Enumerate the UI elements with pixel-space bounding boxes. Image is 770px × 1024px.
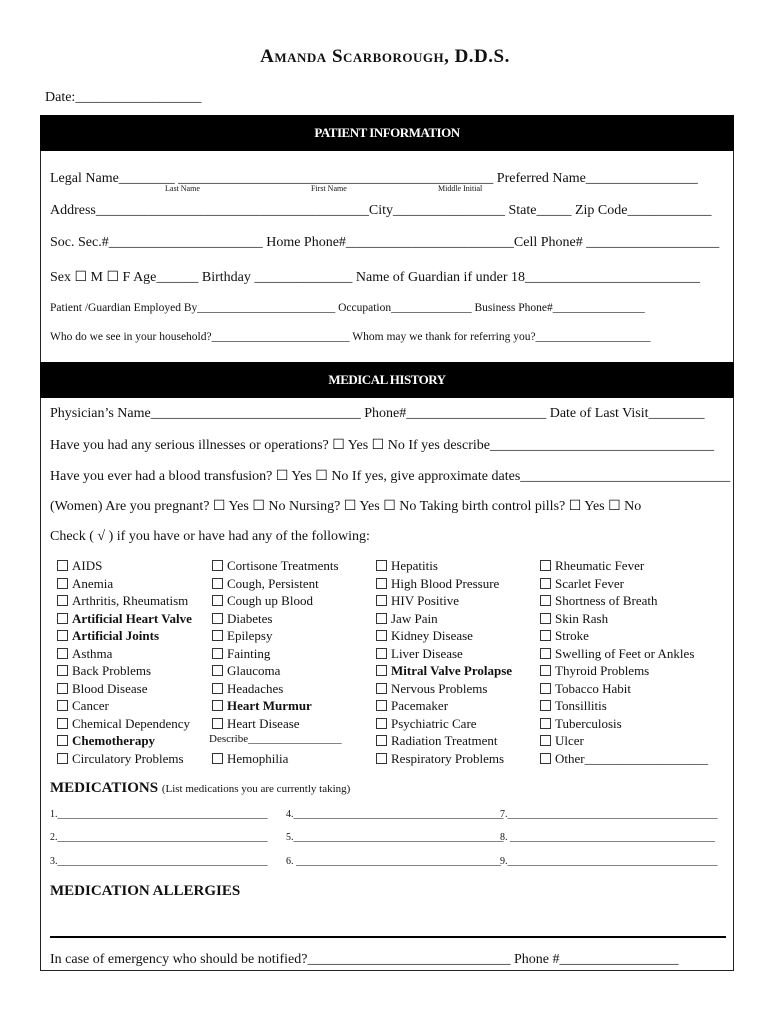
checkbox[interactable] bbox=[212, 683, 223, 694]
condition-item[interactable] bbox=[57, 751, 184, 767]
condition-item[interactable] bbox=[209, 733, 342, 745]
address-field[interactable]: Address_______________________________________City________________ State_____ Zip Code____________ bbox=[50, 203, 712, 218]
condition-item[interactable] bbox=[376, 716, 477, 732]
condition-item[interactable] bbox=[57, 646, 112, 662]
checkbox[interactable] bbox=[212, 613, 223, 624]
condition-item[interactable] bbox=[540, 611, 608, 627]
checkbox[interactable] bbox=[212, 718, 223, 729]
condition-label: Psychiatric Care bbox=[391, 715, 477, 731]
condition-label: Other___________________ bbox=[555, 750, 709, 766]
checkbox[interactable] bbox=[540, 595, 551, 606]
condition-label: Artificial Heart Valve bbox=[72, 610, 192, 626]
condition-label: Kidney Disease bbox=[391, 628, 473, 643]
condition-item[interactable] bbox=[212, 751, 288, 767]
condition-item[interactable] bbox=[540, 628, 589, 644]
checkbox[interactable] bbox=[57, 753, 68, 764]
medication-line[interactable]: 1.__________________________________________ bbox=[50, 809, 268, 820]
medical-history-bar: MEDICAL HISTORY bbox=[40, 362, 734, 398]
checkbox[interactable] bbox=[540, 735, 551, 746]
condition-label: Diabetes bbox=[227, 610, 273, 626]
medications-subtitle: (List medications you are currently taking) bbox=[161, 783, 351, 795]
checkbox[interactable] bbox=[376, 578, 387, 589]
last-name-caption: Last Name bbox=[165, 184, 200, 193]
condition-label: Tuberculosis bbox=[555, 715, 622, 731]
condition-item[interactable] bbox=[540, 593, 658, 609]
condition-label: Jaw Pain bbox=[391, 610, 438, 626]
condition-label: Stroke bbox=[555, 628, 589, 643]
checkbox[interactable] bbox=[212, 700, 223, 711]
checkbox[interactable] bbox=[540, 753, 551, 764]
condition-item[interactable] bbox=[212, 628, 273, 644]
checkbox[interactable] bbox=[57, 665, 68, 676]
checkbox[interactable] bbox=[57, 578, 68, 589]
checkbox[interactable] bbox=[376, 648, 387, 659]
condition-label: Rheumatic Fever bbox=[555, 558, 645, 573]
condition-label: Swelling of Feet or Ankles bbox=[555, 645, 695, 661]
condition-item[interactable] bbox=[57, 733, 155, 749]
condition-label: Skin Rash bbox=[555, 610, 609, 626]
condition-label: Circulatory Problems bbox=[72, 750, 184, 766]
condition-label: High Blood Pressure bbox=[391, 575, 500, 591]
checkbox[interactable] bbox=[376, 683, 387, 694]
condition-label: Cough up Blood bbox=[227, 593, 313, 608]
checkbox[interactable] bbox=[212, 560, 223, 571]
condition-item[interactable] bbox=[212, 663, 280, 679]
legal-name-field[interactable]: Legal Name________ _____________________________________________ Preferred Name________________ bbox=[50, 171, 698, 186]
physician-field[interactable]: Physician’s Name______________________________ Phone#____________________ Date of Last Visit________ bbox=[50, 406, 705, 421]
checkbox[interactable] bbox=[376, 665, 387, 676]
condition-label: Ulcer bbox=[555, 733, 584, 748]
condition-item[interactable] bbox=[540, 751, 708, 767]
checkbox[interactable] bbox=[540, 630, 551, 641]
household-field[interactable]: Who do we see in your household?________________________ Whom may we thank for referring you?____________________ bbox=[50, 331, 651, 343]
condition-item[interactable] bbox=[376, 646, 463, 662]
checkbox[interactable] bbox=[57, 613, 68, 624]
condition-label: Tonsillitis bbox=[555, 698, 607, 713]
condition-label: HIV Positive bbox=[391, 593, 460, 608]
checkbox[interactable] bbox=[57, 700, 68, 711]
condition-label: Liver Disease bbox=[391, 645, 463, 661]
condition-item[interactable] bbox=[540, 576, 624, 592]
condition-label: Fainting bbox=[227, 645, 271, 661]
condition-label: Thyroid Problems bbox=[555, 663, 650, 678]
condition-label: Heart Disease bbox=[227, 715, 300, 731]
condition-item[interactable] bbox=[57, 611, 192, 627]
condition-item[interactable] bbox=[540, 663, 649, 679]
checkbox[interactable] bbox=[57, 683, 68, 694]
condition-label: Heart Murmur bbox=[227, 698, 312, 713]
condition-item[interactable] bbox=[212, 681, 283, 697]
checkbox[interactable] bbox=[57, 560, 68, 571]
checkbox[interactable] bbox=[540, 613, 551, 624]
condition-label: Cough, Persistent bbox=[227, 575, 319, 591]
condition-item[interactable] bbox=[376, 733, 498, 749]
condition-label: Epilepsy bbox=[227, 628, 273, 643]
condition-item[interactable] bbox=[212, 558, 339, 574]
condition-label: Scarlet Fever bbox=[555, 575, 624, 591]
condition-label: Chemical Dependency bbox=[72, 715, 191, 731]
condition-item[interactable] bbox=[540, 733, 584, 749]
condition-item[interactable] bbox=[57, 716, 190, 732]
allergies-title: MEDICATION ALLERGIES bbox=[50, 883, 241, 899]
condition-label: AIDS bbox=[72, 558, 103, 573]
condition-item[interactable] bbox=[212, 576, 319, 592]
checkbox[interactable] bbox=[57, 595, 68, 606]
checkbox[interactable] bbox=[376, 753, 387, 764]
condition-label: Hepatitis bbox=[391, 558, 438, 573]
condition-item[interactable] bbox=[540, 646, 694, 662]
condition-label: Headaches bbox=[227, 680, 284, 696]
checkbox[interactable] bbox=[57, 735, 68, 746]
condition-label: Cortisone Treatments bbox=[227, 558, 339, 573]
medication-line[interactable]: 9.__________________________________________ bbox=[500, 856, 718, 867]
condition-label: Hemophilia bbox=[227, 750, 289, 766]
medications-title: MEDICATIONS (List medications you are currently taking) bbox=[50, 780, 351, 796]
medication-line[interactable]: 6. _________________________________________ bbox=[286, 856, 501, 867]
checkbox[interactable] bbox=[540, 665, 551, 676]
condition-item[interactable] bbox=[540, 716, 622, 732]
checkbox[interactable] bbox=[540, 718, 551, 729]
checkbox[interactable] bbox=[540, 683, 551, 694]
checkbox[interactable] bbox=[57, 630, 68, 641]
condition-item[interactable] bbox=[212, 646, 270, 662]
condition-item[interactable] bbox=[57, 698, 109, 714]
pregnancy-question[interactable]: (Women) Are you pregnant? ☐ Yes ☐ No Nursing? ☐ Yes ☐ No Taking birth control pills? ☐ Yes ☐ No bbox=[50, 499, 642, 514]
checkbox[interactable] bbox=[376, 735, 387, 746]
checkbox[interactable] bbox=[540, 578, 551, 589]
condition-item[interactable] bbox=[212, 716, 300, 732]
checkbox[interactable] bbox=[212, 753, 223, 764]
condition-label: Glaucoma bbox=[227, 663, 281, 678]
medication-line[interactable]: 3.__________________________________________ bbox=[50, 856, 268, 867]
patient-info-bar: PATIENT INFORMATION bbox=[40, 115, 734, 151]
condition-item[interactable] bbox=[376, 681, 487, 697]
medication-line[interactable]: 5.__________________________________________ bbox=[286, 832, 504, 843]
condition-label: Tobacco Habit bbox=[555, 680, 631, 696]
date-field[interactable]: Date:__________________ bbox=[45, 90, 202, 105]
transfusion-question[interactable]: Have you ever had a blood transfusion? ☐ Yes ☐ No If yes, give approximate dates______________________________ bbox=[50, 469, 731, 484]
check-instructions: Check ( √ ) if you have or have had any of the following: bbox=[50, 529, 370, 544]
condition-label: Pacemaker bbox=[391, 698, 449, 713]
condition-item[interactable] bbox=[57, 558, 102, 574]
checkbox[interactable] bbox=[540, 560, 551, 571]
condition-label: Shortness of Breath bbox=[555, 593, 658, 608]
condition-item[interactable] bbox=[57, 663, 151, 679]
condition-item[interactable] bbox=[540, 558, 644, 574]
checkbox[interactable] bbox=[540, 700, 551, 711]
checkbox[interactable] bbox=[212, 648, 223, 659]
condition-item[interactable] bbox=[376, 663, 512, 679]
condition-item[interactable] bbox=[57, 628, 159, 644]
condition-label: Nervous Problems bbox=[391, 680, 488, 696]
checkbox[interactable] bbox=[540, 648, 551, 659]
divider bbox=[50, 936, 726, 938]
condition-label: Back Problems bbox=[72, 663, 152, 678]
condition-label: Mitral Valve Prolapse bbox=[391, 663, 513, 678]
condition-label: Anemia bbox=[72, 575, 114, 591]
checkbox[interactable] bbox=[212, 595, 223, 606]
checkbox[interactable] bbox=[376, 718, 387, 729]
condition-item[interactable] bbox=[540, 681, 631, 697]
condition-item[interactable] bbox=[212, 593, 313, 609]
medication-line[interactable]: 4.__________________________________________ bbox=[286, 809, 504, 820]
condition-label: Radiation Treatment bbox=[391, 733, 498, 748]
condition-item[interactable] bbox=[376, 593, 459, 609]
condition-item[interactable] bbox=[376, 558, 438, 574]
medication-line[interactable]: 7.__________________________________________ bbox=[500, 809, 718, 820]
condition-item[interactable] bbox=[376, 751, 504, 767]
condition-item[interactable] bbox=[57, 593, 188, 609]
emergency-contact-field[interactable]: In case of emergency who should be notified?_____________________________ Phone #_________________ bbox=[50, 952, 679, 967]
condition-item[interactable] bbox=[57, 681, 147, 697]
employer-field[interactable]: Patient /Guardian Employed By________________________ Occupation______________ Business Phone#________________ bbox=[50, 302, 645, 314]
sex-age-field[interactable]: Sex ☐ M ☐ F Age______ Birthday ______________ Name of Guardian if under 18_________________________ bbox=[50, 270, 700, 285]
page-title: Amanda Scarborough, D.D.S. bbox=[260, 46, 510, 67]
illness-question[interactable]: Have you had any serious illnesses or operations? ☐ Yes ☐ No If yes describe________________________________ bbox=[50, 438, 714, 453]
condition-label: Artificial Joints bbox=[72, 628, 160, 643]
checkbox[interactable] bbox=[376, 560, 387, 571]
condition-label: Describe_________________ bbox=[209, 733, 342, 745]
ssn-phone-field[interactable]: Soc. Sec.#______________________ Home Phone#________________________Cell Phone# ___________________ bbox=[50, 235, 720, 250]
condition-item[interactable] bbox=[57, 576, 113, 592]
checkbox[interactable] bbox=[212, 578, 223, 589]
condition-item[interactable] bbox=[212, 611, 272, 627]
condition-label: Cancer bbox=[72, 698, 109, 713]
first-name-caption: First Name bbox=[311, 184, 347, 193]
checkbox[interactable] bbox=[376, 613, 387, 624]
condition-item[interactable] bbox=[376, 576, 499, 592]
checkbox[interactable] bbox=[212, 665, 223, 676]
checkbox[interactable] bbox=[376, 595, 387, 606]
checkbox[interactable] bbox=[376, 630, 387, 641]
condition-label: Arthritis, Rheumatism bbox=[72, 593, 189, 608]
condition-item[interactable] bbox=[212, 698, 312, 714]
checkbox[interactable] bbox=[212, 630, 223, 641]
checkbox[interactable] bbox=[376, 700, 387, 711]
medication-line[interactable]: 2.__________________________________________ bbox=[50, 832, 268, 843]
condition-item[interactable] bbox=[376, 611, 438, 627]
medication-line[interactable]: 8. _________________________________________ bbox=[500, 832, 715, 843]
condition-item[interactable] bbox=[376, 698, 448, 714]
checkbox[interactable] bbox=[57, 718, 68, 729]
condition-label: Chemotherapy bbox=[72, 733, 156, 748]
condition-label: Respiratory Problems bbox=[391, 750, 505, 766]
condition-item[interactable] bbox=[376, 628, 473, 644]
condition-label: Blood Disease bbox=[72, 680, 148, 696]
condition-item[interactable] bbox=[540, 698, 607, 714]
middle-initial-caption: Middle Initial bbox=[438, 184, 483, 193]
condition-label: Asthma bbox=[72, 645, 113, 661]
checkbox[interactable] bbox=[57, 648, 68, 659]
